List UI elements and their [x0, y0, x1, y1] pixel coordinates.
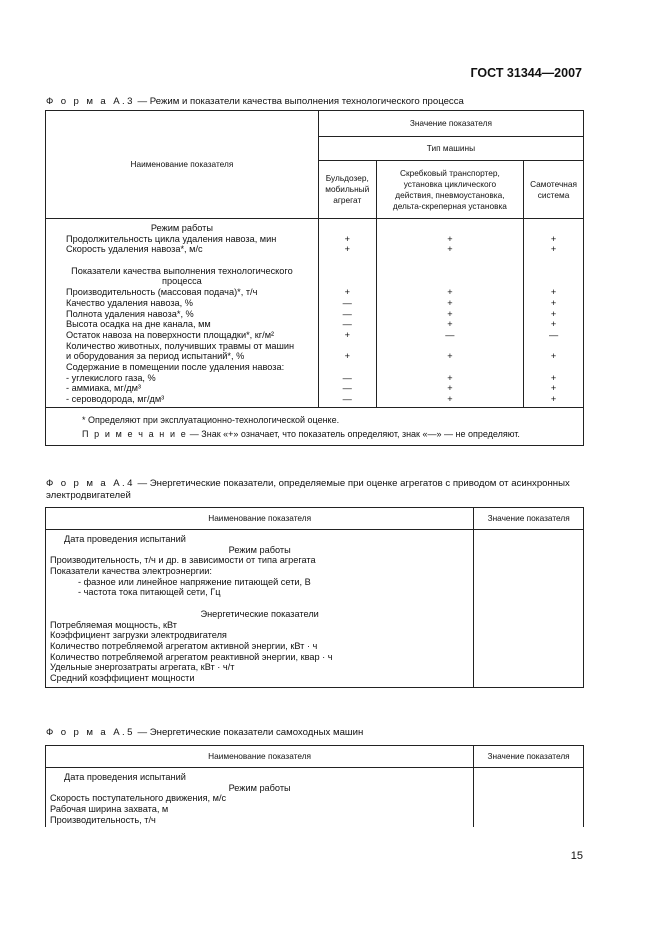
- a5-value-cell: [474, 768, 584, 828]
- a3-mark: [528, 266, 579, 277]
- a3-header-type: Тип машины: [318, 137, 583, 161]
- a3-footnote: * Определяют при эксплуатационно-технологической оценке.: [82, 414, 340, 425]
- a3-mark: +: [447, 308, 453, 319]
- header-line: мобильный: [325, 184, 370, 194]
- a4-indicator-row: Коэффициент загрузки электродвигателя: [50, 630, 227, 641]
- a3-mark: +: [550, 319, 557, 330]
- a3-marks-machine-2: [376, 219, 523, 408]
- form-a4-caption-prefix: Ф о р м а А.4: [46, 478, 135, 489]
- a3-note: [56, 427, 583, 441]
- header-line: дельта-скреперная установка: [392, 200, 507, 211]
- a3-indicator-row: - углекислого газа, %: [66, 372, 156, 383]
- a4-indicator-row: Дата проведения испытаний: [64, 534, 186, 544]
- a3-indicator-row: и оборудования за период испытаний*, %: [66, 351, 245, 362]
- a3-mark: +: [344, 244, 350, 255]
- a3-mark: —: [445, 329, 455, 340]
- a3-indicator-row: Остаток навоза на поверхности площадки*, кг/м²: [66, 329, 275, 340]
- a3-indicator-row: Количество животных, получивших травмы от машин: [66, 340, 295, 351]
- a3-mark: +: [344, 233, 350, 244]
- form-a5-table: [45, 745, 584, 827]
- a3-mark: +: [344, 287, 350, 298]
- a3-header-value: Значение показателя: [318, 111, 583, 137]
- a4-indicator-row: Производительность, т/ч и др. в зависимости от типа агрегата: [50, 555, 316, 566]
- a3-mark: +: [447, 372, 453, 383]
- a3-mark: [323, 255, 372, 266]
- a5-indicator-row: Дата проведения испытаний: [64, 772, 186, 782]
- a5-indicator-row: Скорость поступательного движения, м/с: [50, 793, 227, 804]
- header-line: система: [537, 189, 570, 200]
- a3-mark: +: [550, 383, 557, 394]
- a3-mark: [323, 223, 372, 234]
- a4-indicator-row: - частота тока питающей сети, Гц: [78, 587, 221, 598]
- a5-indicator-row: Режим работы: [228, 782, 291, 793]
- a3-note-text: — Знак «+» означает, что показатель определяют, знак «—» — не определяют.: [187, 428, 520, 439]
- form-a4-caption-line2: электродвигателей: [46, 490, 131, 501]
- a3-indicator-row: Продолжительность цикла удаления навоза, мин: [66, 233, 277, 244]
- header-line: Самотечная: [530, 178, 577, 189]
- a3-indicator-row: Качество удаления навоза, %: [66, 297, 193, 308]
- form-a5-caption: [46, 727, 363, 739]
- a3-indicator-row: Полнота удаления навоза*, %: [66, 308, 194, 319]
- a3-mark: —: [342, 383, 352, 394]
- a3-mark: +: [447, 394, 453, 404]
- a3-mark: [323, 341, 372, 352]
- a3-mark: +: [550, 233, 557, 244]
- a3-mark: +: [447, 319, 453, 330]
- a3-marks-machine-3: [524, 219, 584, 408]
- a4-indicator-row: Количество потребляемой агрегатом активной энергии, кВт · ч: [50, 640, 318, 651]
- header-line: установка циклического: [403, 178, 497, 189]
- form-a4-caption-line1: — Энергетические показатели, определяемые при оценке агрегатов с приводом от асинхронных: [134, 478, 570, 489]
- a5-indicator-row: Рабочая ширина захвата, м: [50, 804, 169, 815]
- a4-indicator-names: [46, 530, 474, 688]
- a4-indicator-row: Показатели качества электроэнергии:: [50, 566, 212, 577]
- a3-mark: [528, 362, 579, 373]
- header-line: Бульдозер,: [325, 173, 369, 183]
- a3-indicator-names: [46, 219, 319, 408]
- a3-mark: +: [447, 383, 453, 394]
- a3-mark: [381, 341, 519, 352]
- a3-indicator-row: Скорость удаления навоза*, м/с: [66, 244, 203, 255]
- a4-indicator-row: Средний коэффициент мощности: [50, 672, 195, 683]
- a3-indicator-row: Содержание в помещении после удаления навоза:: [66, 361, 285, 372]
- a3-mark: +: [344, 351, 350, 362]
- a3-mark: —: [548, 329, 559, 340]
- a3-mark: +: [550, 372, 557, 383]
- a4-indicator-row: Потребляемая мощность, кВт: [50, 619, 177, 630]
- a4-indicator-row: - фазное или линейное напряжение питающей сети, В: [78, 576, 311, 587]
- a3-mark: +: [550, 297, 557, 308]
- a3-mark: [381, 276, 519, 287]
- header-line: агрегат: [333, 195, 362, 205]
- form-a3-caption-prefix: Ф о р м а А.3: [46, 96, 135, 107]
- form-a3-caption: [46, 96, 464, 108]
- a3-footnote-cell: [46, 407, 584, 445]
- a3-mark: +: [550, 351, 557, 362]
- a3-header-machine-1: [318, 161, 376, 219]
- a3-mark: +: [447, 351, 453, 362]
- a3-mark: +: [447, 233, 453, 244]
- a3-header-machine-3: [524, 161, 584, 219]
- a4-indicator-row: Энергетические показатели: [200, 608, 319, 619]
- a4-indicator-row: Количество потребляемой агрегатом реактивной энергии, квар · ч: [50, 651, 333, 662]
- form-a3-table: [45, 110, 584, 446]
- a3-mark: —: [342, 372, 352, 383]
- a3-mark: +: [447, 287, 453, 298]
- a3-indicator-row: Производительность (массовая подача)*, т/ч: [66, 287, 258, 298]
- a3-indicator-row: Показатели качества выполнения технологического: [71, 265, 293, 276]
- a3-mark: +: [447, 297, 453, 308]
- a3-mark: [381, 266, 519, 277]
- a3-mark: +: [550, 394, 557, 404]
- a3-mark: —: [342, 394, 352, 404]
- a3-mark: +: [550, 287, 557, 298]
- a4-indicator-row: Удельные энергозатраты агрегата, кВт · ч/т: [50, 662, 235, 673]
- form-a3-caption-text: — Режим и показатели качества выполнения технологического процесса: [134, 96, 464, 107]
- a3-mark: +: [447, 244, 453, 255]
- a3-mark: [381, 223, 519, 234]
- a3-indicator-row: [50, 255, 314, 266]
- page-number: 15: [570, 850, 583, 862]
- a3-mark: +: [550, 244, 557, 255]
- a3-mark: [528, 223, 579, 234]
- a3-indicator-row: - аммиака, мг/дм³: [66, 383, 141, 394]
- a5-indicator-names: [46, 768, 474, 828]
- a3-indicator-row: Высота осадка на дне канала, мм: [66, 319, 211, 330]
- a3-mark: —: [342, 319, 352, 330]
- form-a5-caption-text: — Энергетические показатели самоходных машин: [134, 727, 364, 738]
- a4-header-value: Значение показателя: [474, 508, 584, 530]
- a4-indicator-row: Режим работы: [228, 544, 291, 555]
- a3-mark: +: [344, 329, 350, 340]
- form-a4-table: [45, 507, 584, 688]
- a4-value-cell: [474, 530, 584, 688]
- a3-mark: [323, 276, 372, 287]
- a3-mark: —: [342, 308, 352, 319]
- a3-mark: +: [550, 308, 557, 319]
- a5-header-value: Значение показателя: [474, 746, 584, 768]
- a3-mark: [528, 255, 579, 266]
- form-a5-caption-prefix: Ф о р м а А.5: [46, 727, 135, 738]
- form-a4-caption: [46, 478, 586, 502]
- header-line: Скребковый транспортер,: [400, 167, 500, 178]
- a3-note-label: П р и м е ч а н и е: [82, 428, 188, 439]
- a3-header-name: Наименование показателя: [46, 111, 319, 219]
- a3-mark: [381, 362, 519, 373]
- a4-header-name: Наименование показателя: [46, 508, 474, 530]
- a4-indicator-row: [50, 598, 469, 609]
- a3-mark: —: [342, 297, 352, 308]
- standard-number: ГОСТ 31344—2007: [470, 66, 582, 80]
- header-line: действия, пневмоустановка,: [395, 189, 505, 200]
- a3-mark: [323, 362, 372, 373]
- a3-indicator-row: - сероводорода, мг/дм³: [66, 394, 165, 404]
- a5-indicator-row: Производительность, т/ч: [50, 814, 156, 825]
- a5-header-name: Наименование показателя: [46, 746, 474, 768]
- a3-mark: [528, 276, 579, 287]
- a3-indicator-row: процесса: [162, 276, 202, 287]
- a3-mark: [528, 341, 579, 352]
- a3-mark: [323, 266, 372, 277]
- a3-header-machine-2: [376, 161, 523, 219]
- a3-marks-machine-1: [318, 219, 376, 408]
- a3-mark: [381, 255, 519, 266]
- a3-indicator-row: Режим работы: [150, 223, 213, 233]
